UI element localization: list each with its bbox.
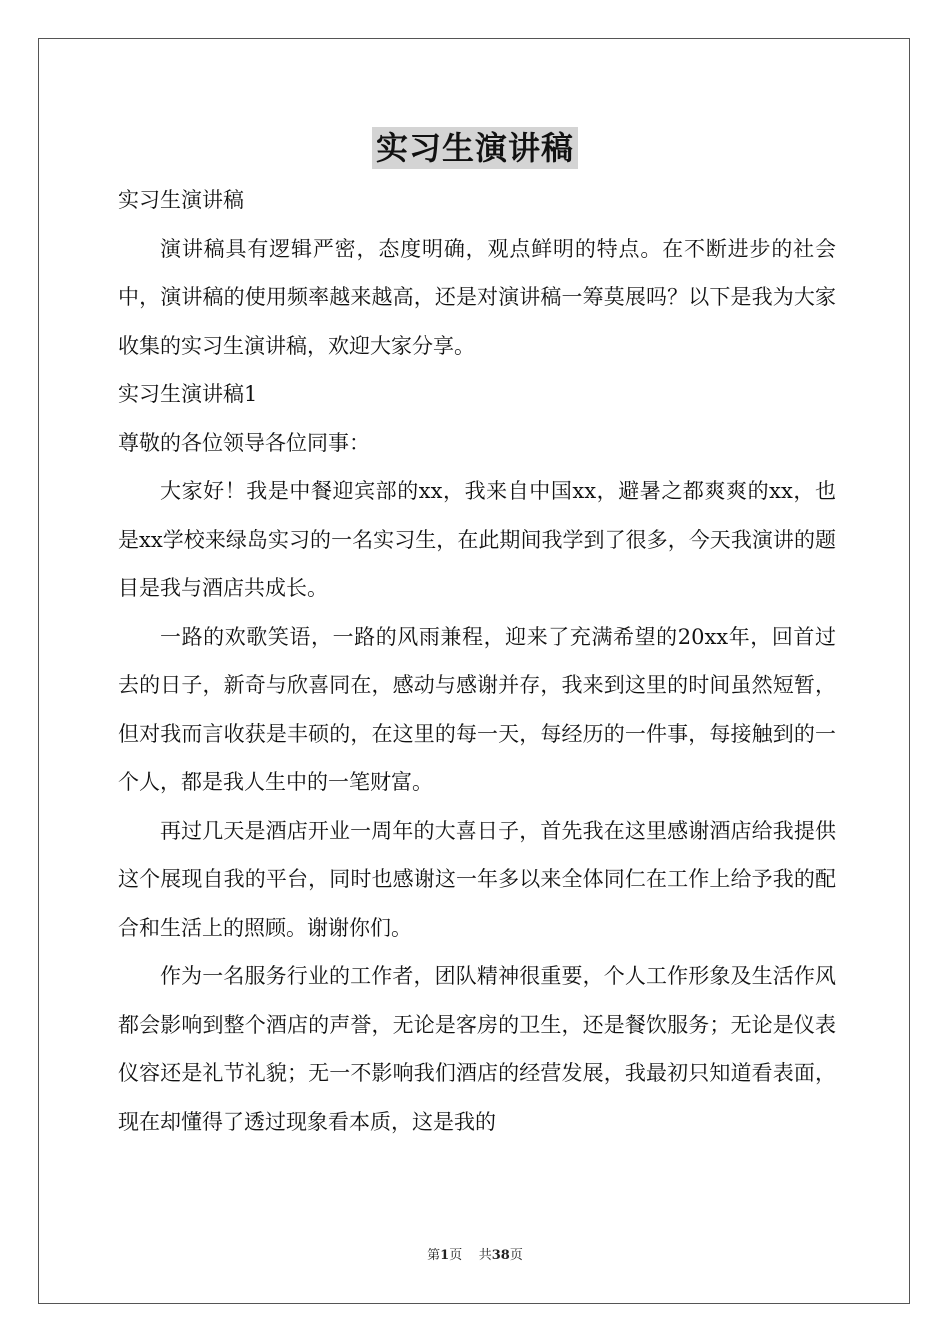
paragraph: 大家好！我是中餐迎宾部的xx，我来自中国xx，避暑之都爽爽的xx，也是xx学校来绿岛实习的一名实习生，在此期间我学到了很多，今天我演讲的题目是我与酒店共成长。 (118, 479, 836, 600)
paragraph: 尊敬的各位领导各位同事： (118, 430, 370, 455)
page-suffix: 页 (449, 1248, 463, 1263)
paragraph: 再过几天是酒店开业一周年的大喜日子，首先我在这里感谢酒店给我提供这个展现自我的平台，同时也感谢这一年多以来全体同仁在工作上给予我的配合和生活上的照顾。谢谢你们。 (118, 818, 836, 940)
paragraph: 一路的欢歌笑语，一路的风雨兼程，迎来了充满希望的20xx年，回首过去的日子，新奇与欣喜同在，感动与感谢并存，我来到这里的时间虽然短暂，但对我而言收获是丰硕的，在这里的每一天，每经历的一件事，每接触到的一个人，都是我人生中的一笔财富。 (118, 624, 836, 794)
paragraph: 作为一名服务行业的工作者，团队精神很重要，个人工作形象及生活作风都会影响到整个酒店的声誉，无论是客房的卫生，还是餐饮服务；无论是仪表仪容还是礼节礼貌；无一不影响我们酒店的经营发展，我最初只知道看表面，现在却懂得了透过现象看本质，这是我的 (118, 964, 836, 1134)
page-prefix: 第 (427, 1248, 441, 1263)
document-title: 实习生演讲稿 (372, 127, 578, 169)
title-wrap (0, 127, 950, 169)
paragraph: 实习生演讲稿1 (118, 382, 258, 406)
paragraph: 演讲稿具有逻辑严密，态度明确，观点鲜明的特点。在不断进步的社会中，演讲稿的使用频率越来越高，还是对演讲稿一筹莫展吗？以下是我为大家收集的实习生演讲稿，欢迎大家分享。 (118, 236, 836, 358)
total-suffix: 页 (509, 1248, 523, 1263)
page-footer (0, 1244, 950, 1263)
paragraph: 实习生演讲稿 (118, 188, 244, 212)
total-pages: 38 (491, 1248, 510, 1263)
document-body (118, 176, 836, 1146)
total-prefix: 共 (478, 1248, 492, 1263)
page-number: 1 (440, 1248, 450, 1263)
